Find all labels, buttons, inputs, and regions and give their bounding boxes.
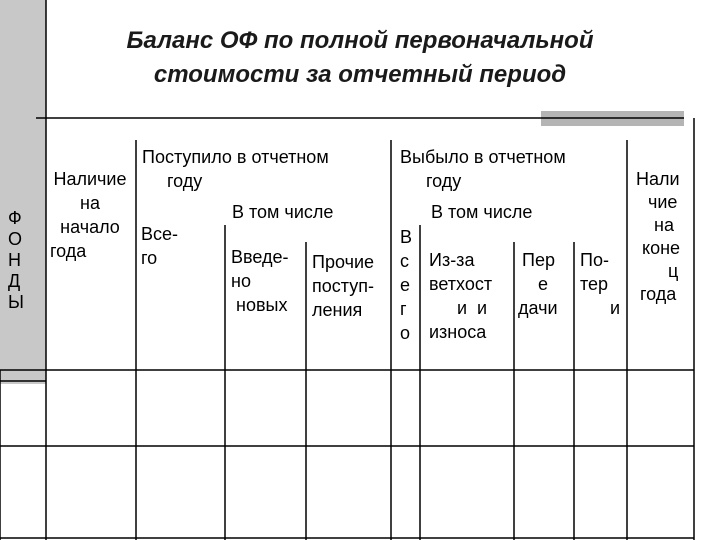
- header-retired: Выбыло в отчетном году: [400, 147, 566, 191]
- header-received: Поступило в отчетном году: [142, 147, 329, 191]
- side-letter: Ы: [8, 292, 24, 312]
- header-retired-wear: Из-за ветхост и и износа: [429, 250, 493, 342]
- header-availability-start: Наличие на начало года: [50, 169, 127, 261]
- header-received-including: В том числе: [232, 202, 334, 222]
- header-received-other: Прочие поступ- ления: [312, 252, 375, 320]
- side-letter: Н: [8, 250, 21, 270]
- header-availability-end: Нали чие на коне ц года: [636, 169, 681, 304]
- header-retired-loss: По- тер и: [580, 250, 621, 318]
- side-letter: Ф: [8, 208, 22, 228]
- side-label-funds: [8, 208, 24, 313]
- header-retired-total: В с е г о: [400, 227, 413, 343]
- title-line-1: Баланс ОФ по полной первоначальной: [126, 27, 594, 54]
- header-retired-including: В том числе: [431, 202, 533, 222]
- header-received-new: Введе- но новых: [231, 247, 289, 315]
- header-retired-transfer: Пер е дачи: [518, 250, 558, 318]
- title-line-2: стоимости за отчетный период: [153, 61, 567, 88]
- side-letter: О: [8, 229, 23, 249]
- side-letter: Д: [8, 271, 21, 291]
- header-received-total: Все- го: [141, 224, 179, 268]
